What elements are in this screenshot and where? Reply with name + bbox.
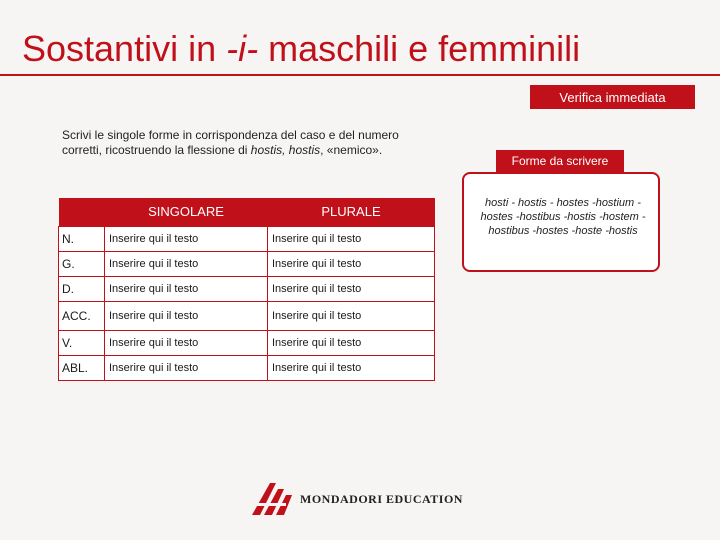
- table-row: [59, 330, 435, 355]
- declension-table: [58, 198, 435, 381]
- title-italic: -i-: [226, 28, 259, 69]
- instructions-after: , «nemico».: [320, 143, 383, 157]
- header-singolare: SINGOLARE: [105, 198, 268, 226]
- case-label: ABL.: [59, 355, 105, 380]
- case-label: D.: [59, 276, 105, 301]
- case-label: N.: [59, 226, 105, 251]
- singular-input[interactable]: Inserire qui il testo: [105, 251, 268, 276]
- singular-input[interactable]: Inserire qui il testo: [105, 301, 268, 330]
- plural-input[interactable]: Inserire qui il testo: [268, 251, 435, 276]
- table-row: [59, 251, 435, 276]
- forms-panel-header: Forme da scrivere: [496, 150, 624, 172]
- verifica-badge: Verifica immediata: [530, 85, 695, 109]
- table-row: [59, 355, 435, 380]
- instructions-word: hostis, hostis: [250, 143, 321, 157]
- singular-input[interactable]: Inserire qui il testo: [105, 276, 268, 301]
- table-row: [59, 276, 435, 301]
- instructions-text: [62, 128, 422, 158]
- table-row: [59, 226, 435, 251]
- case-label: V.: [59, 330, 105, 355]
- plural-input[interactable]: Inserire qui il testo: [268, 330, 435, 355]
- title-part-1: Sostantivi in: [22, 28, 227, 69]
- logo-text: MONDADORI EDUCATION: [300, 491, 463, 506]
- case-label: ACC.: [59, 301, 105, 330]
- singular-input[interactable]: Inserire qui il testo: [105, 355, 268, 380]
- plural-input[interactable]: Inserire qui il testo: [268, 301, 435, 330]
- instructions-before: Scrivi le singole forme in corrispondenza del caso e del numero corretti, ricostruendo la flessione di: [62, 128, 399, 157]
- plural-input[interactable]: Inserire qui il testo: [268, 355, 435, 380]
- title-part-2: maschili e femminili: [258, 28, 581, 69]
- header-case: [59, 198, 105, 226]
- plural-input[interactable]: Inserire qui il testo: [268, 276, 435, 301]
- case-label: G.: [59, 251, 105, 276]
- publisher-logo: [250, 480, 463, 518]
- singular-input[interactable]: Inserire qui il testo: [105, 330, 268, 355]
- table-row: [59, 301, 435, 330]
- mondadori-logo-icon: [250, 481, 294, 517]
- header-plurale: PLURALE: [268, 198, 435, 226]
- page-title: [22, 28, 580, 70]
- forms-panel-text: hosti - hostis - hostes -hostium -hostes -hostibus -hostis -hostem -hostibus -hostes -hoste -hostis: [480, 197, 646, 237]
- title-divider: [0, 74, 720, 76]
- table-header-row: [59, 198, 435, 226]
- plural-input[interactable]: Inserire qui il testo: [268, 226, 435, 251]
- singular-input[interactable]: Inserire qui il testo: [105, 226, 268, 251]
